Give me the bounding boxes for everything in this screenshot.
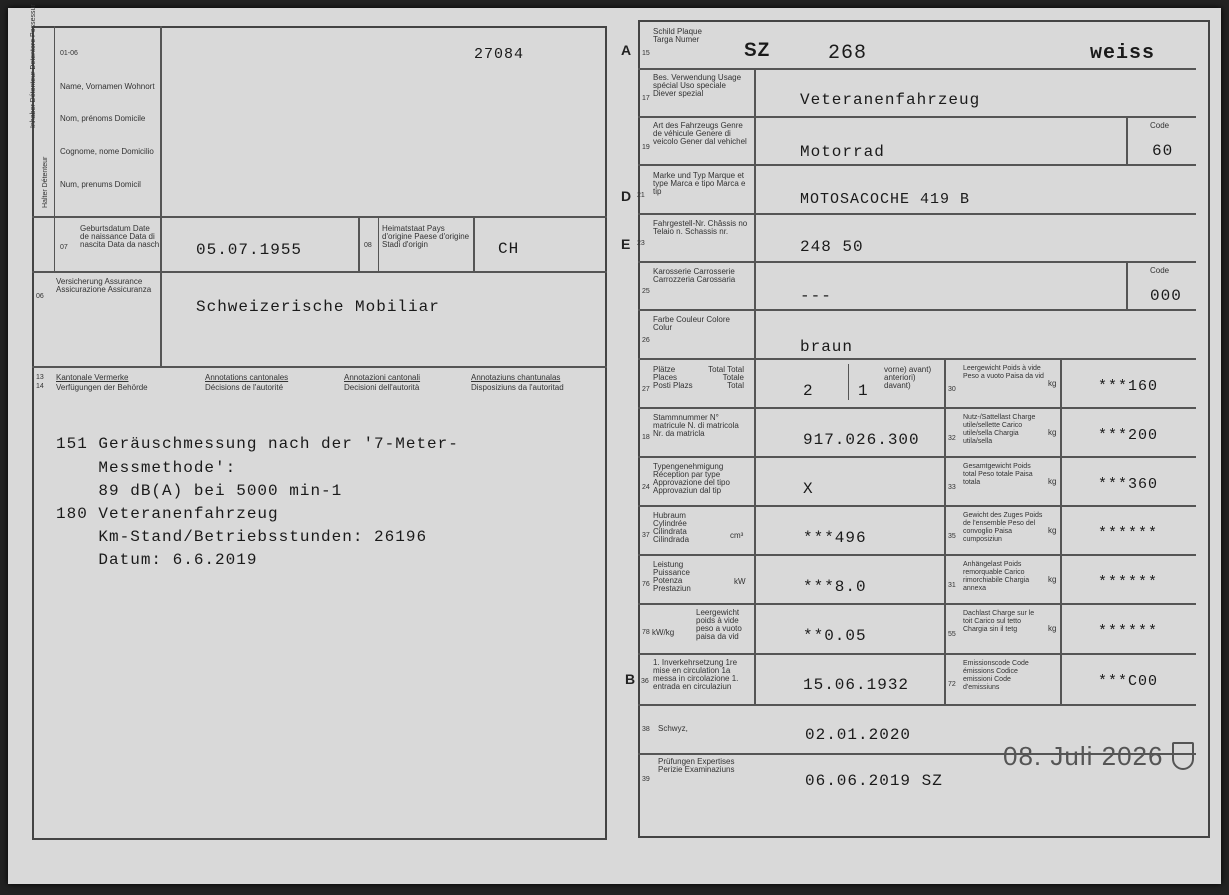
inspection-value: 06.06.2019 SZ	[805, 772, 943, 790]
side-letter-a: A	[621, 42, 632, 58]
birthdate-value: 05.07.1955	[196, 241, 303, 259]
plate-number: 268	[828, 42, 868, 65]
weight-labels: Dachlast Charge sur le toit Carico sul tetto Chargia sin il tetg	[963, 610, 1035, 633]
row-24-num: 24	[642, 484, 650, 491]
weight-value: ***360	[1098, 476, 1159, 493]
row-21-num: 21	[637, 192, 645, 199]
annot-col3b: Decisioni dell'autorità	[344, 383, 420, 392]
row-07-num: 07	[60, 244, 68, 251]
weight-num: 30	[948, 386, 956, 393]
num-label: Num, prenums Domicil	[60, 180, 141, 189]
annot-col1b: Verfügungen der Behörde	[56, 383, 148, 392]
matricule-labels: Stammnummer N° matricule N. di matricola Nr. da matricla	[653, 413, 739, 438]
row-27-num: 27	[642, 386, 650, 393]
holder-vertical-label-2: Halter Détenteur	[42, 156, 49, 208]
matricule-value: 917.026.300	[803, 431, 920, 449]
weight-labels: Gewicht des Zuges Poids de l'ensemble Peso del convoglio Paisa cumposiziun	[963, 512, 1043, 543]
body-value: ---	[800, 287, 832, 305]
row-26-num: 26	[642, 337, 650, 344]
vehicle-registration-card	[8, 4, 1221, 884]
row-17-num: 17	[642, 95, 650, 102]
power-labels: Leistung Puissance Potenza Prestaziun	[653, 560, 691, 593]
issue-date-value: 02.01.2020	[805, 726, 912, 744]
annot-col2: Annotations cantonales	[205, 373, 289, 382]
origin-labels: Heimatstaat Pays d'origine Paese d'origine Stadi d'origin	[382, 224, 470, 249]
weight-num: 32	[948, 435, 956, 442]
row-08-num: 08	[364, 242, 372, 249]
row-38-num: 38	[642, 726, 650, 733]
first-registration-value: 15.06.1932	[803, 676, 910, 694]
weight-num: 35	[948, 533, 956, 540]
power-unit: kW	[734, 577, 746, 586]
holder-vertical-label: Inhaber Détenteur Detentore Possessur	[30, 4, 37, 128]
seats-front-value: 1	[858, 382, 869, 400]
weight-num: 72	[948, 681, 956, 688]
weight-value: ******	[1098, 525, 1159, 542]
remark-line: Datum: 6.6.2019	[56, 551, 258, 569]
weight-num: 31	[948, 582, 956, 589]
annot-col4: Annotaziuns chantunalas	[471, 373, 561, 382]
seats-value: 2	[803, 382, 814, 400]
weight-value: ***C00	[1098, 673, 1159, 690]
type-approval-labels: Typengenehmigung Réception par type Approvazione del tipo Approvaziun dal tip	[653, 462, 730, 495]
plate-canton: SZ	[744, 40, 771, 61]
body-code: 000	[1150, 287, 1182, 305]
row-39-num: 39	[642, 776, 650, 783]
cognome-label: Cognome, nome Domicilio	[60, 147, 154, 156]
weight-unit: kg	[1048, 575, 1057, 584]
row-78-num: 78	[642, 629, 650, 636]
seats-labels: Plätze Places Posti Plazs	[653, 365, 693, 390]
weight-value: ***160	[1098, 378, 1159, 395]
side-letter-b: B	[625, 671, 636, 687]
first-registration-labels: 1. Inverkehrsetzung 1re mise en circulation 1a messa in circolazione 1. entrada en circulaziun	[653, 658, 739, 691]
origin-value: CH	[498, 240, 520, 258]
side-letter-e: E	[621, 236, 631, 252]
weight-labels: Leergewicht Poids à vide Peso a vuoto Paisa da vid	[963, 365, 1044, 380]
annot-num-13: 13	[36, 374, 44, 381]
weight-unit: kg	[1048, 379, 1057, 388]
displacement-unit: cm³	[730, 531, 744, 540]
remark-line: Km-Stand/Betriebsstunden: 26196	[56, 528, 428, 546]
weight-unit: kg	[1048, 477, 1057, 486]
holder-id-value: 27084	[474, 46, 525, 63]
row-23-num: 23	[637, 240, 645, 247]
special-use-labels: Bes. Verwendung Usage spécial Uso speciale Diever spezial	[653, 73, 742, 98]
row-36-num: 36	[641, 678, 649, 685]
weight-labels: Emissionscode Code émissions Codice emissioni Code d'emissiuns	[963, 660, 1029, 691]
power-weight-unit: kW/kg	[652, 628, 675, 637]
chassis-labels: Fahrgestell-Nr. Châssis no Telaio n. Schassis nr.	[653, 219, 748, 236]
row-37-num: 37	[642, 532, 650, 539]
canton-shield-icon	[1172, 742, 1194, 770]
power-weight-labels: Leergewicht poids à vide peso a vuoto paisa da vid	[696, 608, 742, 641]
plate-labels: Schild Plaque Targa Numer	[653, 27, 702, 44]
insurance-labels: Versicherung Assurance Assicurazione Assicuranza	[56, 277, 152, 294]
name-label: Name, Vornamen Wohnort	[60, 82, 155, 91]
annot-col4b: Disposiziuns da l'autoritad	[471, 383, 564, 392]
plate-color: weiss	[1090, 42, 1156, 65]
weight-value: ******	[1098, 574, 1159, 591]
make-value: MOTOSACOCHE 419 B	[800, 191, 971, 208]
weight-unit: kg	[1048, 526, 1057, 535]
row-25-num: 25	[642, 288, 650, 295]
weight-unit: kg	[1048, 624, 1057, 633]
row-06-num: 06	[36, 293, 44, 300]
row-19-num: 19	[642, 144, 650, 151]
power-value: ***8.0	[803, 578, 867, 596]
displacement-labels: Hubraum Cylindrée Cilindrata Cilindrada	[653, 511, 690, 544]
remark-line: 89 dB(A) bei 5000 min-1	[56, 482, 343, 500]
vehicle-type-code-label: Code	[1150, 121, 1170, 130]
annot-col2b: Décisions de l'autorité	[205, 383, 284, 392]
vehicle-type-labels: Art des Fahrzeugs Genre de véhicule Genere di veicolo Gener dal vehichel	[653, 121, 747, 146]
remark-line: 180 Veteranenfahrzeug	[56, 505, 279, 523]
row-18-num: 18	[642, 434, 650, 441]
body-code-label: Code	[1150, 266, 1170, 275]
nom-label: Nom, prénoms Domicile	[60, 114, 146, 123]
row-76-num: 76	[642, 581, 650, 588]
weight-labels: Nutz-/Sattellast Charge utile/sellette Carico utile/sella Chargia utila/sella	[963, 414, 1036, 445]
weight-num: 55	[948, 631, 956, 638]
vehicle-type-code: 60	[1152, 142, 1174, 160]
weight-unit: kg	[1048, 428, 1057, 437]
weight-value: ******	[1098, 623, 1159, 640]
make-labels: Marke und Typ Marque et type Marca e tipo Marca e tip	[653, 171, 746, 196]
weight-num: 33	[948, 484, 956, 491]
chassis-value: 248 50	[800, 238, 864, 256]
side-letter-d: D	[621, 188, 632, 204]
seats-front-labels: vorne) avant) anteriori) davant)	[884, 365, 932, 390]
vehicle-type-value: Motorrad	[800, 143, 885, 161]
annot-col1: Kantonale Vermerke	[56, 373, 129, 382]
issue-place-label: Schwyz,	[658, 724, 688, 733]
displacement-value: ***496	[803, 529, 867, 547]
color-value: braun	[800, 338, 854, 356]
insurance-value: Schweizerische Mobiliar	[196, 298, 440, 316]
weight-value: ***200	[1098, 427, 1159, 444]
type-approval-value: X	[803, 480, 814, 498]
remark-line: 151 Geräuschmessung nach der '7-Meter-	[56, 435, 459, 453]
body-labels: Karosserie Carrosserie Carrozzeria Carossaria	[653, 267, 736, 284]
remark-line: Messmethode':	[56, 459, 237, 477]
weight-labels: Anhängelast Poids remorquable Carico rimorchiabile Chargia annexa	[963, 561, 1030, 592]
weight-labels: Gesamtgewicht Poids total Peso totale Paisa totala	[963, 463, 1033, 486]
special-use-value: Veteranenfahrzeug	[800, 91, 981, 109]
validity-stamp: 08. Juli 2026	[1003, 741, 1164, 771]
power-weight-value: **0.05	[803, 627, 867, 645]
inspection-labels: Prüfungen Expertises Perizie Examinaziuns	[658, 757, 735, 774]
color-labels: Farbe Couleur Colore Colur	[653, 315, 730, 332]
row-15-num: 15	[642, 50, 650, 57]
row-01-num: 01-06	[60, 50, 78, 57]
birthdate-labels: Geburtsdatum Date de naissance Data di nascita Data da nasch	[80, 224, 160, 249]
annot-num-14: 14	[36, 383, 44, 390]
seats-total-labels: Total Total Totale Total	[708, 365, 744, 390]
annot-col3: Annotazioni cantonali	[344, 373, 421, 382]
